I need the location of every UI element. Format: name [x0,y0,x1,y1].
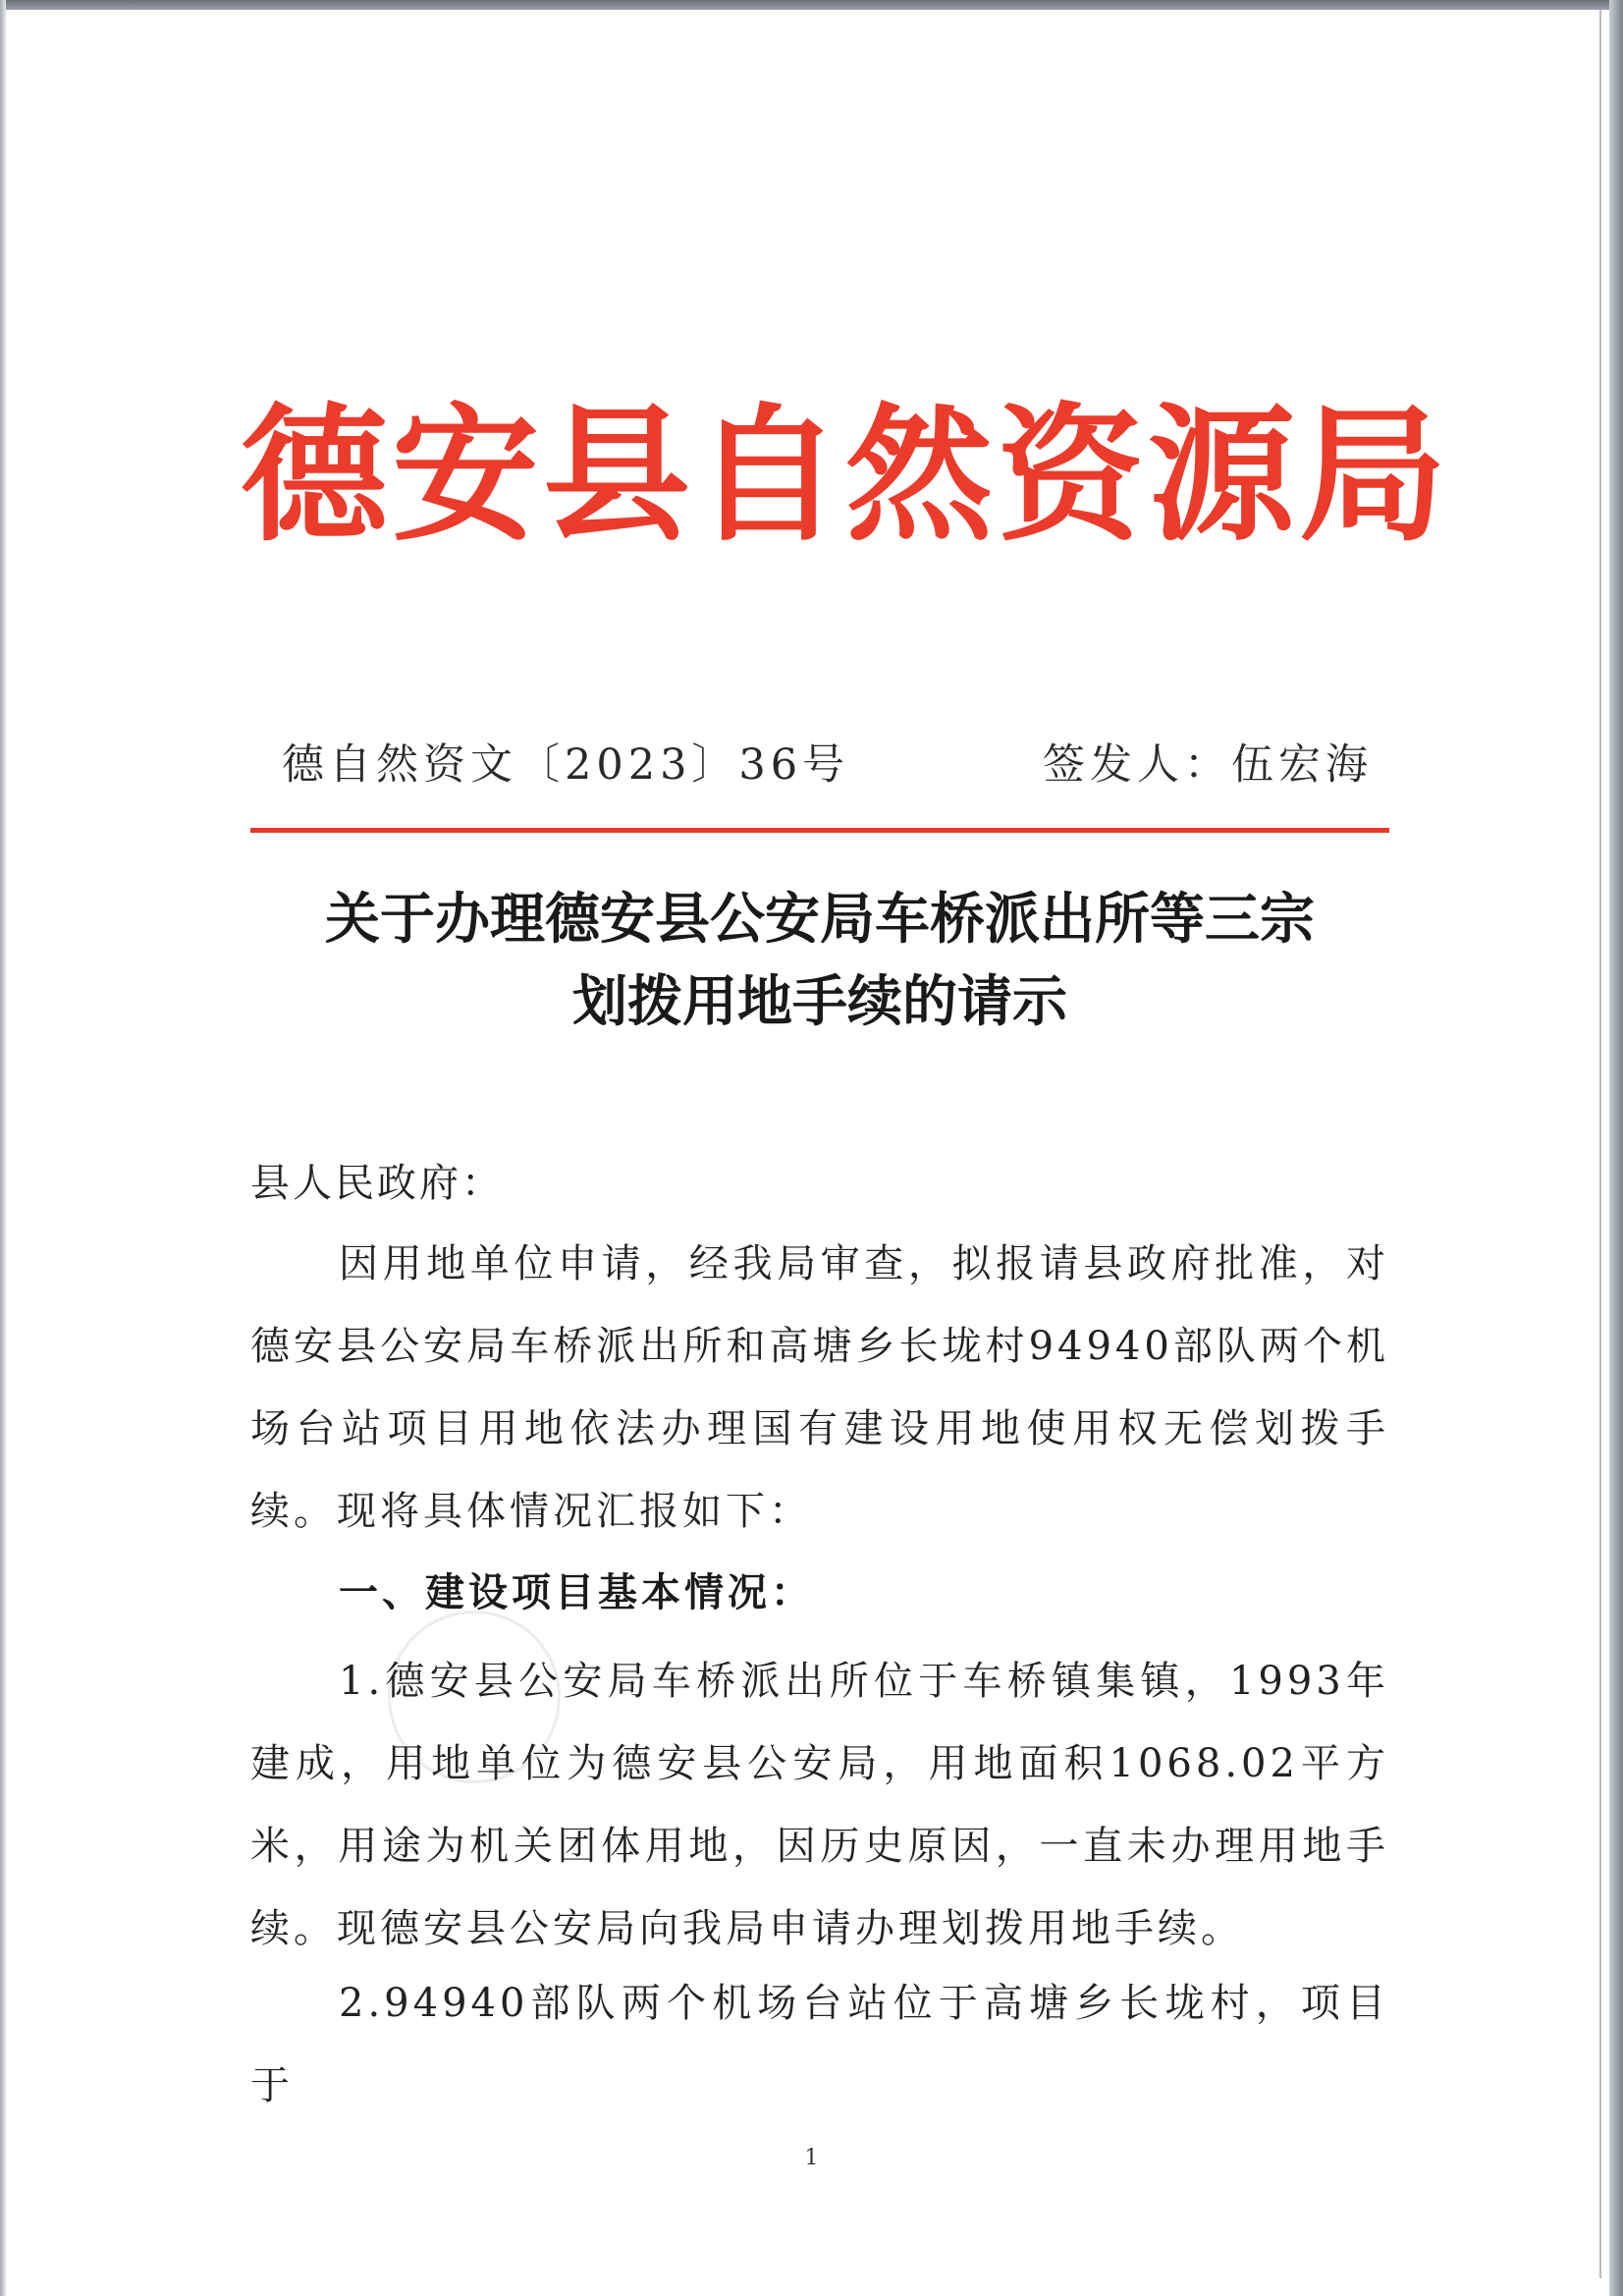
document-number: 德自然资文〔2023〕36号 [282,740,850,790]
scan-border-left [0,0,6,2296]
intro-paragraph: 因用地单位申请，经我局审查，拟报请县政府批准，对德安县公安局车桥派出所和高塘乡长垅村94940部队两个机场台站项目用地依法办理国有建设用地使用权无偿划拨手续。现将具体情况汇报如下： [250,1241,1389,1534]
item-2-paragraph: 2.94940部队两个机场台站位于高塘乡长垅村，项目于 [250,1981,1389,2108]
page-number: 1 [804,2146,819,2170]
item-1-paragraph: 1.德安县公安局车桥派出所位于车桥镇集镇，1993年建成，用地单位为德安县公安局，用地面积1068.02平方米，用途为机关团体用地，因历史原因，一直未办理用地手续。现德安县公安局向我局申请办理划拨用地手续。 [250,1659,1389,1951]
scan-border-right [1609,0,1623,2296]
document-title-line-1: 关于办理德安县公安局车桥派出所等三宗 [325,888,1315,952]
signer: 签发人：伍宏海 [1043,740,1373,790]
scan-border-top [0,0,1623,10]
document-title [250,879,1389,1044]
recipient: 县人民政府： [250,1161,504,1206]
scan-edge-line [1599,10,1601,2278]
document-title-line-2: 划拨用地手续的请示 [572,970,1067,1034]
section-heading: 一、建设项目基本情况： [339,1570,814,1615]
red-separator-line [250,828,1389,833]
issuing-authority-header: 德安县自然资源局 [241,391,1451,562]
